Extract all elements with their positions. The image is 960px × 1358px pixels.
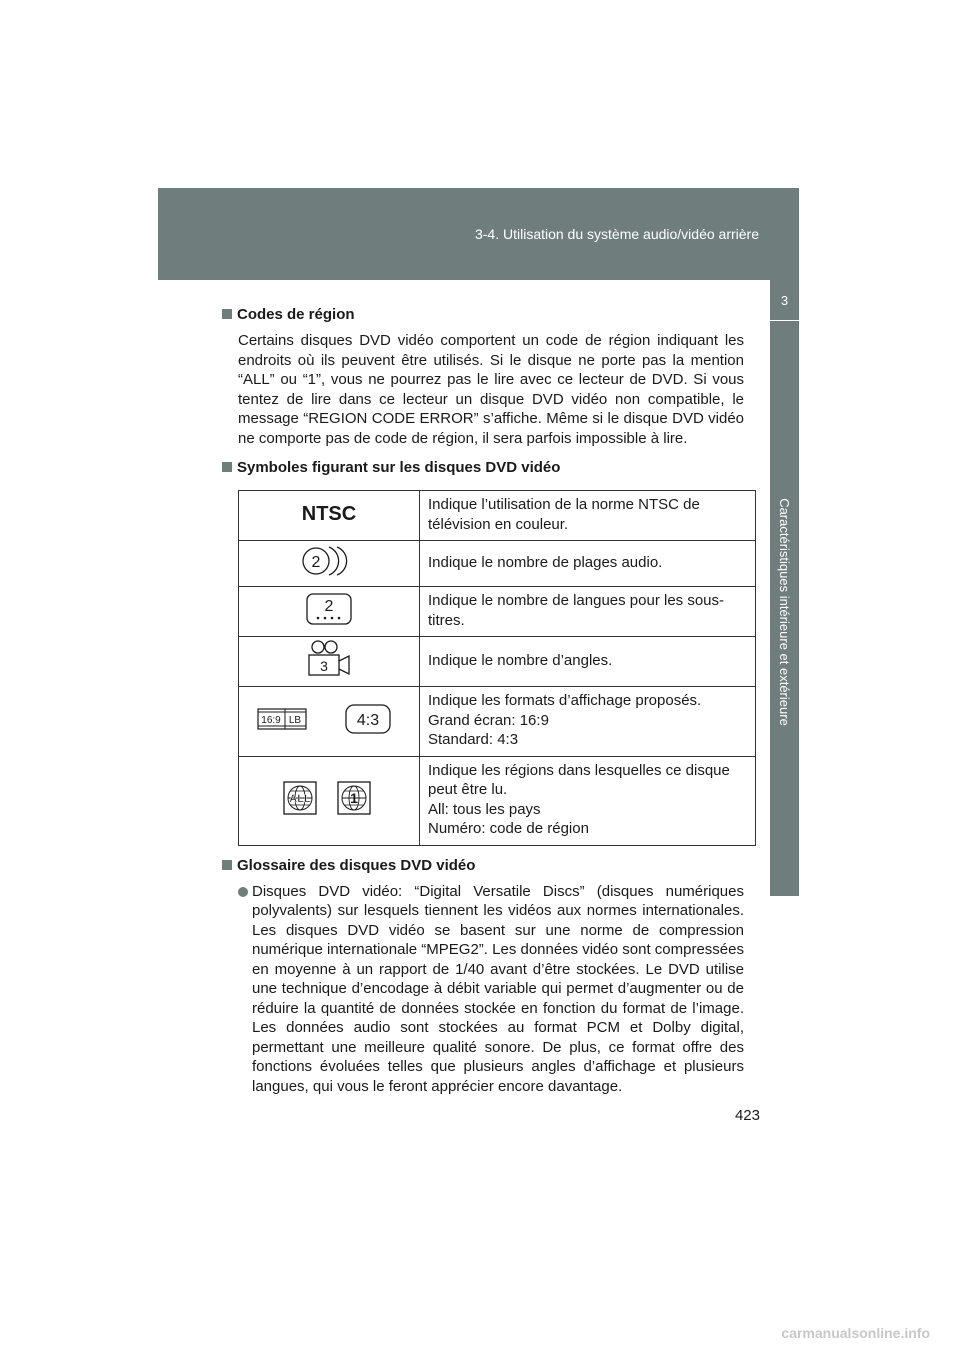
region-number-label: 1 xyxy=(350,789,358,806)
square-bullet-icon xyxy=(222,462,232,472)
symbols-heading: Symboles figurant sur les disques DVD vidéo xyxy=(222,458,744,478)
audio-tracks-icon xyxy=(239,541,420,587)
region-description: Indique les régions dans lesquelles ce disque peut être lu. All: tous les pays Numéro: code de région xyxy=(420,756,756,845)
wide-format-label: 16:9 xyxy=(261,714,281,726)
subtitles-icon xyxy=(239,587,420,637)
region-all-label: ALL xyxy=(289,792,311,805)
page-number: 423 xyxy=(734,1107,760,1124)
chapter-title: Caractéristiques intérieure et extérieure xyxy=(777,498,792,726)
subtitles-description: Indique le nombre de langues pour les sous- titres. xyxy=(420,587,756,637)
watermark: carmanualsonline.info xyxy=(781,1325,930,1341)
ntsc-description: Indique l’utilisation de la norme NTSC de télévision en couleur. xyxy=(420,491,756,541)
angles-description: Indique le nombre d’angles. xyxy=(420,637,756,687)
audio-count: 2 xyxy=(311,553,321,571)
standard-format-label: 4:3 xyxy=(356,711,380,729)
audio-description: Indique le nombre de plages audio. xyxy=(420,541,756,587)
table-row xyxy=(239,587,756,637)
table-row xyxy=(239,756,756,845)
square-bullet-icon xyxy=(222,860,232,870)
table-row xyxy=(239,491,756,541)
section-title: 3-4. Utilisation du système audio/vidéo arrière xyxy=(474,226,759,242)
table-row xyxy=(239,541,756,587)
glossary-heading: Glossaire des disques DVD vidéo xyxy=(222,856,744,876)
header-band xyxy=(158,188,799,280)
round-bullet-icon xyxy=(238,887,248,897)
symbols-table xyxy=(238,490,756,846)
ntsc-icon xyxy=(239,491,420,541)
chapter-number: 3 xyxy=(780,293,789,308)
subtitles-count: 2 xyxy=(324,597,334,615)
region-codes-heading: Codes de région xyxy=(222,305,744,325)
chapter-divider xyxy=(770,320,799,321)
page-content xyxy=(222,305,744,1096)
ntsc-label: NTSC xyxy=(301,502,357,525)
square-bullet-icon xyxy=(222,309,232,319)
table-row xyxy=(239,637,756,687)
letterbox-label: LB xyxy=(288,714,302,726)
chapter-side-tab[interactable] xyxy=(770,280,799,896)
screen-format-icon xyxy=(239,687,420,757)
region-globe-icon xyxy=(239,756,420,845)
angles-camera-icon xyxy=(239,637,420,687)
table-row xyxy=(239,687,756,757)
angles-count: 3 xyxy=(320,657,328,674)
region-codes-text: Certains disques DVD vidéo comportent un code de région indiquant les endroits où ils peuvent être utilisés. Si le disque ne porte pas la mention “ALL” ou “1”, vous ne pourrez pas le lire avec ce lecteur de DVD. Si vous tentez de lire dans ce lecteur un disque DVD vidéo non compatible, le message “REGION CODE ERROR” s’affiche. Même si le disque DVD vidéo ne comporte pas de code de région, il sera parfois impossible à lire. xyxy=(238,332,744,447)
glossary-bullet: Disques DVD vidéo: “Digital Versatile Discs” (disques numériques polyvalents) sur lesquels tiennent les vidéos aux normes internationales. Les disques DVD vidéo se basent sur une norme de compression numérique internationale “MPEG2”. Les données vidéo sont compressées en moyenne à un rapport de 1/40 avant d’être stockées. Le DVD utilise une technique d’encodage à débit variable qui permet d’augmenter ou de réduire la quantité de données stockée en fonction du format de l’image. Les données audio sont stockées au format PCM et Dolby digital, permettant une meilleure qualité sonore. De plus, ce format offre des fonctions évoluées telles que plusieurs angles d’affichage et plusieurs langues, qui vous le feront apprécier encore davantage. xyxy=(238,882,744,1097)
screen-format-description: Indique les formats d’affichage proposés. Grand écran: 16:9 Standard: 4:3 xyxy=(420,687,756,757)
